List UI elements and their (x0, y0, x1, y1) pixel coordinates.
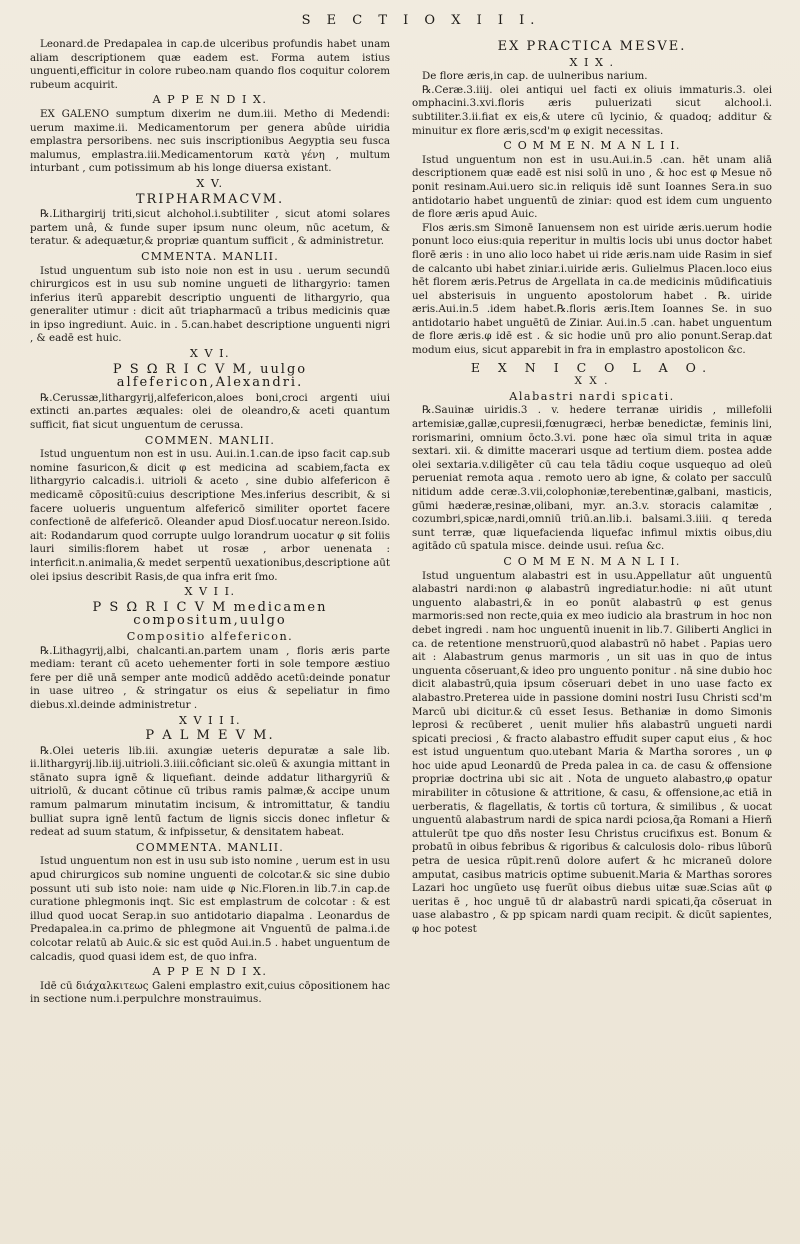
right-column (412, 38, 772, 1007)
paragraph: Istud unguentum non est in usu sub isto nomine , uerum est in usu apud chirurgicos sub nomine unguenti de colcotar.& sic sine dubio possunt uti sub isto noie: nam uide φ Nic.Floren.in lib.7.in cap.de curatione phlegmonis inqt. Sic est emplastrum de colcotar : & est illud quod uocat Serap.in suo antidotario diapalma . Leonardus de Predapalea.in ca.primo de phlegmone ait Vnguentū de palma.i.de colcotar relatū ab Auic.& sic est quōd Aui.in.5 . habet unguentum de calcadis, quod quasi idem est, de quo infra. (30, 855, 390, 963)
paragraph: Istud unguentum alabastri est in usu.Appellatur aūt unguentū alabastri nardi:non φ alabastrū ingrediatur.hodie: ni aūt utunt unguento alabastri,& in eo ponūt alabastrū φ est genus marmoris:sed non recte,quia ex meo iudicio ala brastrum in hoc non debet ingredi . nam hoc unguentū inuenit in lib.7. Giliberti Anglici in ca. de retentione menstruorū,quod alabastrū nō habet . Papias uero ait : Alabastrum genus marmoris , un sit uas in quo de intus unguenta cōseruant,& ideo pro unguento ponitur . nā sine dubio hoc dicit alabastrū,quia ipsum cōseruari debet in uno uase facto ex alabastro.Preterea uide in passione domini nostri Iusu Christi scd'm Marcū ubi dicitur.& cū esset Iesus. Bethaniæ in domo Simonis leprosi & recūberet , uenit mulier hñs alabastrū ungueti nardi spicati preciosi , & fracto alabastro effudit super caput eius , & hoc est istud unguentum quo.utebant Maria & Martha sorores , un φ hoc uide apud Leonardū de Preda palea in ca. de casu & offensione propriæ doctrina ubi sic ait . Nota de ungueto alabastro,φ opatur mirabiliter in cōtusione & attritione, & casu, & offensione,ac etiā in uerberatis, & flagellatis, & tortis cū tortura, & similibus , & uocat unguentū alabastrum nardi de spica nardi pciosa,q̄a Romani a Hierñ attulerūt tpe quo dñs noster Iesu Christus crucifixus est. Bonum & probatū in oibus febribus & rigoribus & calculosis dolo- ribus lūborū petra de uesica rūpit.renū dolore aufert & hc micraneū dolore amputat, casibus matricis optime subuenit.Maria & Marthas sorores Lazari hoc ungūeto usę fuerūt oibus diebus uitæ suæ.Scias aūt φ ueritas ē , hoc unguē tū dr alabastrū nardi spicati,q̄a cōseruat in uase alabastro , & pp spicam nardi quam recipit. & dicūt sapientes, φ hoc potest (412, 569, 772, 935)
section-heading: X V I. (189, 347, 231, 361)
source-heading: E X N I C O L A O. (470, 359, 714, 375)
paragraph: ℞.Cerussæ,lithargyrij,alfefericon,aloes boni,croci argenti uiui extincti an.partes æquales: olei de oleandro,& aceti quantum sufficit, fiat sicut unguentum de cerussa. (30, 391, 390, 432)
paragraph: ℞.Ceræ.3.iiij. olei antiqui uel facti ex oliuis immaturis.3. olei omphacini.3.xvi.floris æris puluerizati sicut alchool.i. subtiliter.3.ii.fiat ex eis,& utere cū lycinio, & quadoq; additur & minuitur ex flore æris,scd'm φ exigit necessitas. (412, 83, 772, 137)
paragraph: Istud unguentum sub isto noie non est in usu . uerum secundū chirurgicos est in usu sub nomine ungueti de lithargyrio: tamen inferius iterū apparebit descriptio unguenti de lithargyrio, qua generaliter utimur : dicit aūt triapharmacū a tribus medicinis quæ in ipso ingrediunt. Auic. in . 5.can.habet descriptione unguenti nigri , & eadē est huic. (30, 264, 390, 345)
section-heading: A P P E N D I X. (152, 93, 268, 107)
section-heading: Compositio alfefericon. (126, 629, 294, 643)
title-heading: TRIPHARMACVM. (135, 191, 285, 207)
paragraph: EX GALENO sumptum dixerim ne dum.iii. Metho di Medendi: uerum maxime.ii. Medicamentorum per genera abûde uiridia emplastra persoribens. nec suis inscriptionibus Aegyptia seu fusca malumus, emplastra.iii.Medicamentorum κατὰ γένη , multum inturbant , cum potissimum ab his longe diuersa existant. (30, 107, 390, 175)
running-head: S E C T I O X I I I. (301, 13, 541, 28)
section-number: X X . (574, 375, 610, 388)
commentary-heading: COMMENTA. MANLII. (135, 840, 284, 854)
left-column (30, 38, 390, 1007)
title-heading: EX PRACTICA MESVE. (497, 39, 687, 54)
paragraph: ℞.Olei ueteris lib.iii. axungiæ ueteris depuratæ a sale lib. ii.lithargyrij.lib.iij.uitrioli.3.iiii.côficiant sic.oleū & axungia mittant in stānato supra ignē & liquefiant. deinde addatur lithargyriū & uitriolū, & ducant cōtinue cū tribus ramis palmæ,& accipe unum ramum palmarum minutatim incisum, & intromittatur, & tandiu bulliat supra ignē lentū factum de lignis siccis donec infletur & redeat ad suum statum, & infpissetur, & densitatem habeat. (30, 744, 390, 839)
paragraph: Leonard.de Predapalea in cap.de ulceribus profundis habet unam aliam descriptionem quæ eadem est. Forma autem istius unguenti,efficitur in colore rubeo.nam quando flos coquitur colorem rubeum acquirit. (30, 38, 390, 91)
section-heading: X I X . (569, 55, 615, 69)
section-heading: X V. (196, 176, 224, 190)
paragraph: Flos æris.sm Simonē Ianuensem non est uiride æris.uerum hodie ponunt loco eius:quia reperitur in multis locis ubi unus doctor habet florē æris : in uno alio loco habet ui ride æris.nam uide Rasim in sief de calcanto ubi habet ziniar.i.uiride æris. Gulielmus Placen.loco eius hēt florem æris.Petrus de Argellata in ca.de medicinis mūdificatiuis uel absterisuis in unguento apostolorum habet . ℞. uiride æris.Aui.in.5 .idem habet.℞.floris æris.Item Ioannes Se. in suo antidotario habet unguētū de Ziniar. Aui.in.5 .can. habet unguentum de flore æris.φ idē est . & sic hodie unū pro alio ponunt.Serap.dat modum eius, sicut apparebit in fra in emplastro apostolicon &c. (412, 221, 772, 357)
commentary-heading: COMMEN. MANLII. (144, 433, 276, 447)
title-heading: P S Ω R I C V M medicamen compositum,uulgo (92, 599, 328, 629)
paragraph: Idē cū διάχαλκιτεως Galeni emplastro exit,cuius cōpositionem hac in sectione num.i.perpulchre monstrauimus. (30, 979, 390, 1006)
commentary-heading: C O M M E N. M A N L I I. (503, 139, 681, 153)
section-heading: X V I I. (184, 585, 236, 599)
paragraph: ℞.Sauinæ uiridis.3 . v. hedere terranæ uiridis , millefolii artemisiæ,gallæ,cupresii,fœnugræci, herbæ benedictæ, feminis lini, rorismarini, omnium ōcto.3.vi. pone hæc oīa simul trita in aquæ sextari. xii. & dimitte macerari usque ad tertium diem. postea adde olei sextaria.v.diligēter cū cau tela tādiu coque usquequo ad oleū perueniat remota aqua . remoto uero ab igne, & colato per sacculū nitidum adde ceræ.3.vii,colophoniæ,terebentinæ,galbani, masticis, gūmi hæderæ,resinæ,olibani, myr. an.3.v. storacis calamitæ , cozumbri,spicæ,nardi,omniū triū.an.lib.i. balsami.3.iiii. q tereda sunt terræ, quæ liquefacienda liquefac infimul mixtis oibus,diu agitādo cū spatula misce. deinde usui. reſua &c. (412, 404, 772, 553)
paragraph: Istud unguentum non est in usu. Aui.in.1.can.de ipso facit cap.sub nomine fasuricon,& dicit φ est medicina ad scabiem,facta ex lithargyrio calcadis.i. uitrioli & aceto , sine dubio alfefericon ē medicamē cōpositū:cuius descriptione Mes.inferius describit, & si facere uolueris unguentum alfefericō similiter oportet facere confectionē de alfefericō. Oleander apud Diosf.uocatur nereon.Isido. ait: Rodandarum quod corrupte uulgo lorandrum uocatur φ sit foliis lauri similis:florem habet ut rosæ , arbor uenenata : interficit.n.animalia,& medet serpentū uexationibus,descriptione aūt olei ipsius describit Rasis,de qua infra erit ſmo. (30, 448, 390, 583)
section-heading: Alabastri nardi spicati. (509, 389, 675, 403)
paragraph: De flore æris,in cap. de uulneribus narium. (422, 70, 648, 83)
paragraph: ℞.Lithargirij triti,sicut alchohol.i.subtiliter , sicut atomi solares partem unâ, & funde super ipsum nunc oleum, nūc acetum, & teratur. & adequætur,& propriæ quantum sufficit , & administretur. (30, 208, 390, 248)
title-heading: P S Ω R I C V M, uulgo alfefericon,Alexandri. (112, 361, 308, 391)
paragraph: ℞.Lithagyrij,albi, chalcanti.an.partem unam , floris æris parte mediam: terant cū aceto uehementer forti in sole tempore æstiuo fere per diē unā semper ante modicū addēdo acetū:deinde ponatur in uase uitreo , & stringatur os eius & sepeliatur in fimo diebus.xl.deinde administretur . (30, 644, 390, 711)
section-heading: X V I I I. (178, 713, 242, 727)
title-heading: P A L M E V M. (145, 728, 275, 744)
commentary-heading: CMMENTA. MANLII. (141, 249, 279, 263)
section-heading: A P P E N D I X. (152, 965, 268, 979)
commentary-heading: C O M M E N. M A N L I I. (503, 554, 681, 568)
paragraph: Istud unguentum non est in usu.Aui.in.5 .can. hēt unam aliā descriptionem quæ eadē est nisi solū in uno , & hoc est φ Mesue nō ponit resinam.Aui.uero sic.in reliquis idē sunt Ioannes Sera.in suo antidotario habet unguentū de ziniar: quod est idem cum unguento de flore æris apud Auic. (412, 153, 772, 221)
text-columns (30, 38, 772, 1007)
